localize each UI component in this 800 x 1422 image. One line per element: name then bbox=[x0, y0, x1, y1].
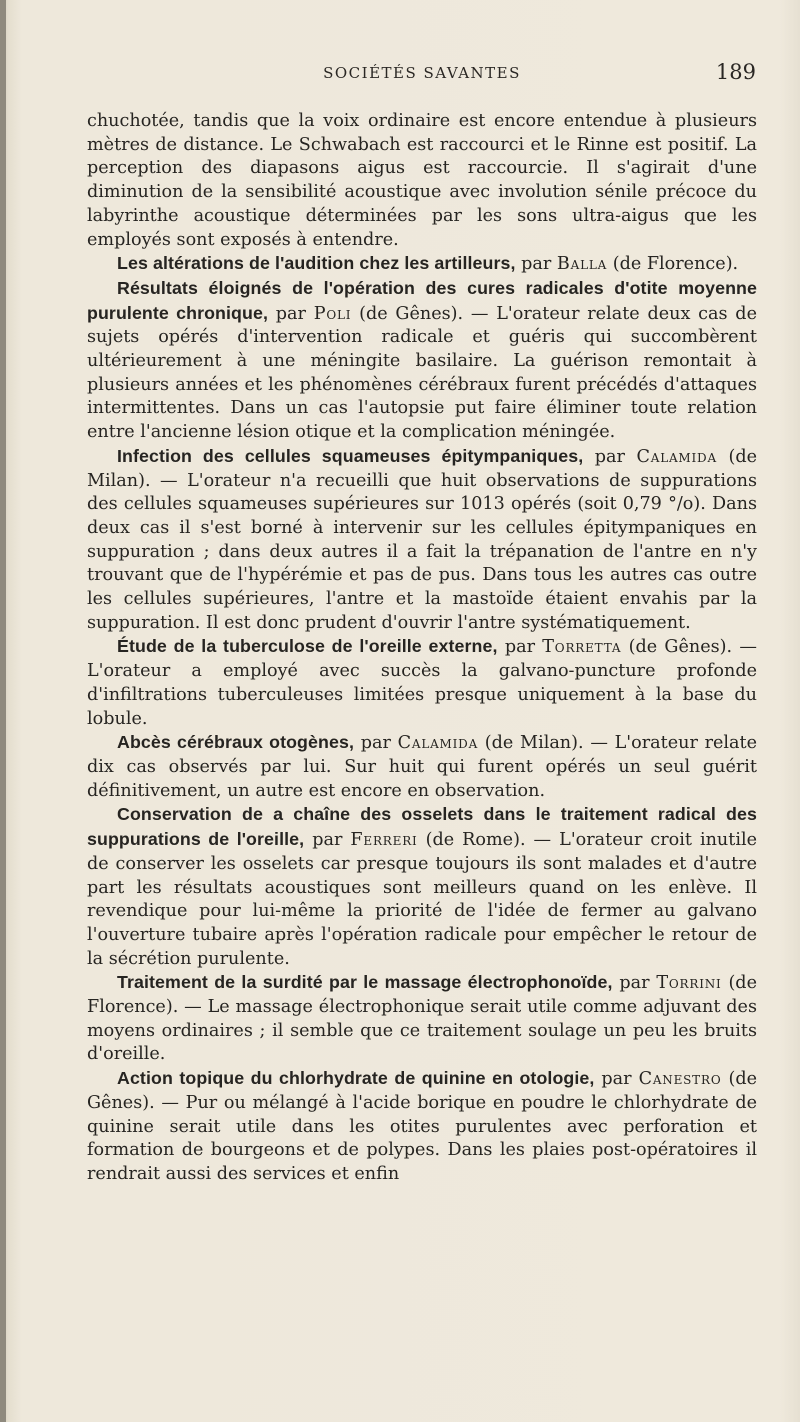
communication-title: Résultats éloignés de l'opération des cures radicales d'otite moyenne purulente chronique, bbox=[87, 277, 757, 323]
author-name: Balla bbox=[556, 254, 608, 275]
author-name: Poli bbox=[313, 303, 352, 324]
author-name: Canestro bbox=[638, 1069, 722, 1090]
communication-title: Conservation de a chaîne des osselets dans le traitement radical des suppurations de l'oreille, bbox=[87, 804, 757, 850]
author-name: Torrini bbox=[656, 973, 722, 994]
running-header bbox=[88, 62, 756, 92]
paragraph-text: chuchotée, tandis que la voix ordinaire est encore entendue à plusieurs mètres de distance. Le Schwabach est raccourci et le Rinne est positif. La perception des diapasons aigus est raccourcie. Il s'agirait d'une diminution de la sensibilité acoustique avec involution sénile précoce du labyrinthe acoustique déterminées par les sons ultra-aigus que les employés sont exposés à entendre. bbox=[87, 111, 757, 250]
communication-title: Traitement de la surdité par le massage électrophonoïde, bbox=[117, 972, 613, 993]
communication-title: Les altérations de l'audition chez les artilleurs, bbox=[117, 253, 516, 274]
by-word: par bbox=[583, 446, 637, 467]
communication-poli bbox=[87, 277, 757, 445]
communication-title: Action topique du chlorhydrate de quinine en otologie, bbox=[117, 1068, 595, 1089]
paragraph-text: (de Gênes). — L'orateur relate deux cas de sujets opérés d'intervention radicale et guéris qui succombèrent ultérieurement à une méningite basilaire. La guérison remontait à plusieurs années et les phénomènes cérébraux furent précédés d'attaques intermittentes. Dans un cas l'autopsie put faire éliminer toute relation entre l'ancienne lésion otique et la complication méningée. bbox=[87, 303, 757, 443]
communication-title: Infection des cellules squameuses épitympaniques, bbox=[117, 445, 584, 466]
page-number: 189 bbox=[715, 60, 756, 84]
communication-torrini bbox=[87, 971, 757, 1067]
paragraph-text: (de Florence). bbox=[607, 254, 739, 275]
by-word: par bbox=[594, 1069, 639, 1090]
communication-canestro bbox=[87, 1067, 757, 1187]
communication-balla bbox=[87, 252, 757, 277]
by-word: par bbox=[497, 637, 543, 658]
running-title: SOCIÉTÉS SAVANTES bbox=[323, 64, 521, 82]
by-word: par bbox=[304, 830, 351, 851]
paragraph-text: (de Milan). — L'orateur n'a recueilli que huit observations de suppurations des cellules squameuses supérieures sur 1013 opérés (soit 0,79 °/o). Dans deux cas il s'est borné à intervenir sur les cellules épitympaniques en suppuration ; dans deux autres il a fait la trépanation de l'antre en n'y trouvant que de l'hypérémie et pas de pus. Dans tous les autres cas outre les cellules supérieures, l'antre et la mastoïde étaient envahis par la suppuration. Il est donc prudent d'ouvrir l'antre systématiquement. bbox=[87, 446, 757, 633]
by-word: par bbox=[612, 973, 657, 994]
communication-calamida-epitympanic bbox=[87, 445, 757, 636]
author-name: Ferreri bbox=[350, 830, 418, 851]
communication-title: Étude de la tuberculose de l'oreille externe, bbox=[117, 636, 498, 657]
author-name: Calamida bbox=[636, 446, 717, 467]
paragraph-text: (de Rome). — L'orateur croit inutile de conserver les osselets car presque toujours ils sont malades et d'autre part les résultats acoustiques sont meilleurs quand on les enlève. Il revendique pour lui-même la priorité de l'idée de fermer au galvano l'ouverture tubaire après l'opération radicale pour empêcher le retour de la sécrétion purulente. bbox=[87, 830, 757, 969]
paragraph-text: (de Milan). — L'orateur relate dix cas observés par lui. Sur huit qui furent opérés un seul guérit définitivement, un autre est encore en observation. bbox=[87, 733, 757, 801]
by-word: par bbox=[268, 303, 314, 324]
paragraph-text: (de Gênes). — L'orateur a employé avec succès la galvano-puncture profonde d'infiltrations tuberculeuses limitées presque uniquement à la base du lobule. bbox=[87, 637, 757, 729]
by-word: par bbox=[515, 254, 557, 275]
paragraph-text: (de Florence). — Le massage électrophonique serait utile comme adjuvant des moyens ordinaires ; il semble que ce traitement soulage un peu les bruits d'oreille. bbox=[87, 973, 757, 1065]
communication-title: Abcès cérébraux otogènes, bbox=[117, 732, 354, 753]
author-name: Calamida bbox=[397, 733, 479, 754]
communication-calamida-abscess bbox=[87, 731, 757, 803]
communication-ferreri bbox=[87, 803, 757, 971]
author-name: Torretta bbox=[542, 637, 622, 658]
communication-torretta bbox=[87, 635, 757, 731]
article-body bbox=[87, 110, 757, 1187]
paragraph-text: (de Gênes). — Pur ou mélangé à l'acide borique en poudre le chlorhydrate de quinine serait utile dans les otites purulentes avec perforation et formation de bourgeons et de polypes. Dans les plaies post-opératoires il rendrait aussi des services et enfin bbox=[87, 1069, 757, 1184]
continuation-paragraph bbox=[87, 110, 757, 252]
binding-edge bbox=[0, 0, 6, 1422]
by-word: par bbox=[353, 733, 398, 754]
